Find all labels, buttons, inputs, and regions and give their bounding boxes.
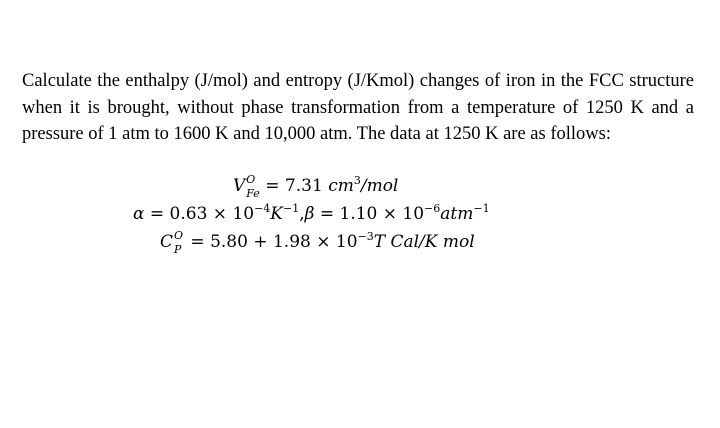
problem-text: Calculate the enthalpy (J/mol) and entropy (J/Kmol) changes of iron in the FCC structure when it is brought, without phase transformation from a temperature of 1250 K and a pressure of 1 atm to 1600 K and 10,000 atm. The data at 1250 K are as follows:	[22, 71, 694, 144]
cp-superscript: O	[174, 229, 184, 242]
volume-unit: cm	[328, 176, 354, 196]
alpha-unit: K	[270, 204, 283, 224]
alpha-exponent: −4	[254, 202, 271, 215]
volume-symbol: V	[233, 176, 246, 196]
volume-unit-tail: /mol	[360, 176, 399, 196]
problem-statement	[22, 68, 694, 148]
cp-exponent: −3	[357, 230, 374, 243]
cp-symbol: C	[160, 232, 174, 252]
beta-unit-exponent: −1	[473, 202, 490, 215]
beta-exponent: −6	[424, 202, 441, 215]
molar-volume-equation	[233, 172, 398, 200]
volume-subscript: Fe	[246, 187, 260, 200]
cp-subscript: P	[174, 243, 182, 256]
volume-indices	[245, 173, 260, 200]
beta-unit: atm	[440, 204, 474, 224]
alpha-value: = 0.63 × 10	[144, 204, 255, 224]
beta-value: = 1.10 × 10	[314, 204, 425, 224]
alpha-unit-exponent: −1	[283, 202, 300, 215]
separator: ,	[299, 204, 305, 224]
volume-superscript: O	[246, 173, 256, 186]
volume-unit-exponent: 3	[353, 174, 361, 187]
cp-unit: Cal/K mol	[385, 232, 475, 252]
volume-value: = 7.31	[265, 176, 329, 196]
heat-capacity-equation	[160, 228, 475, 256]
cp-indices	[173, 229, 185, 256]
expansion-compressibility-equation	[133, 200, 490, 228]
cp-value: = 5.80 + 1.98 × 10	[185, 232, 358, 252]
beta-symbol: β	[304, 204, 315, 224]
alpha-symbol: α	[133, 204, 145, 224]
cp-variable: T	[373, 232, 386, 252]
